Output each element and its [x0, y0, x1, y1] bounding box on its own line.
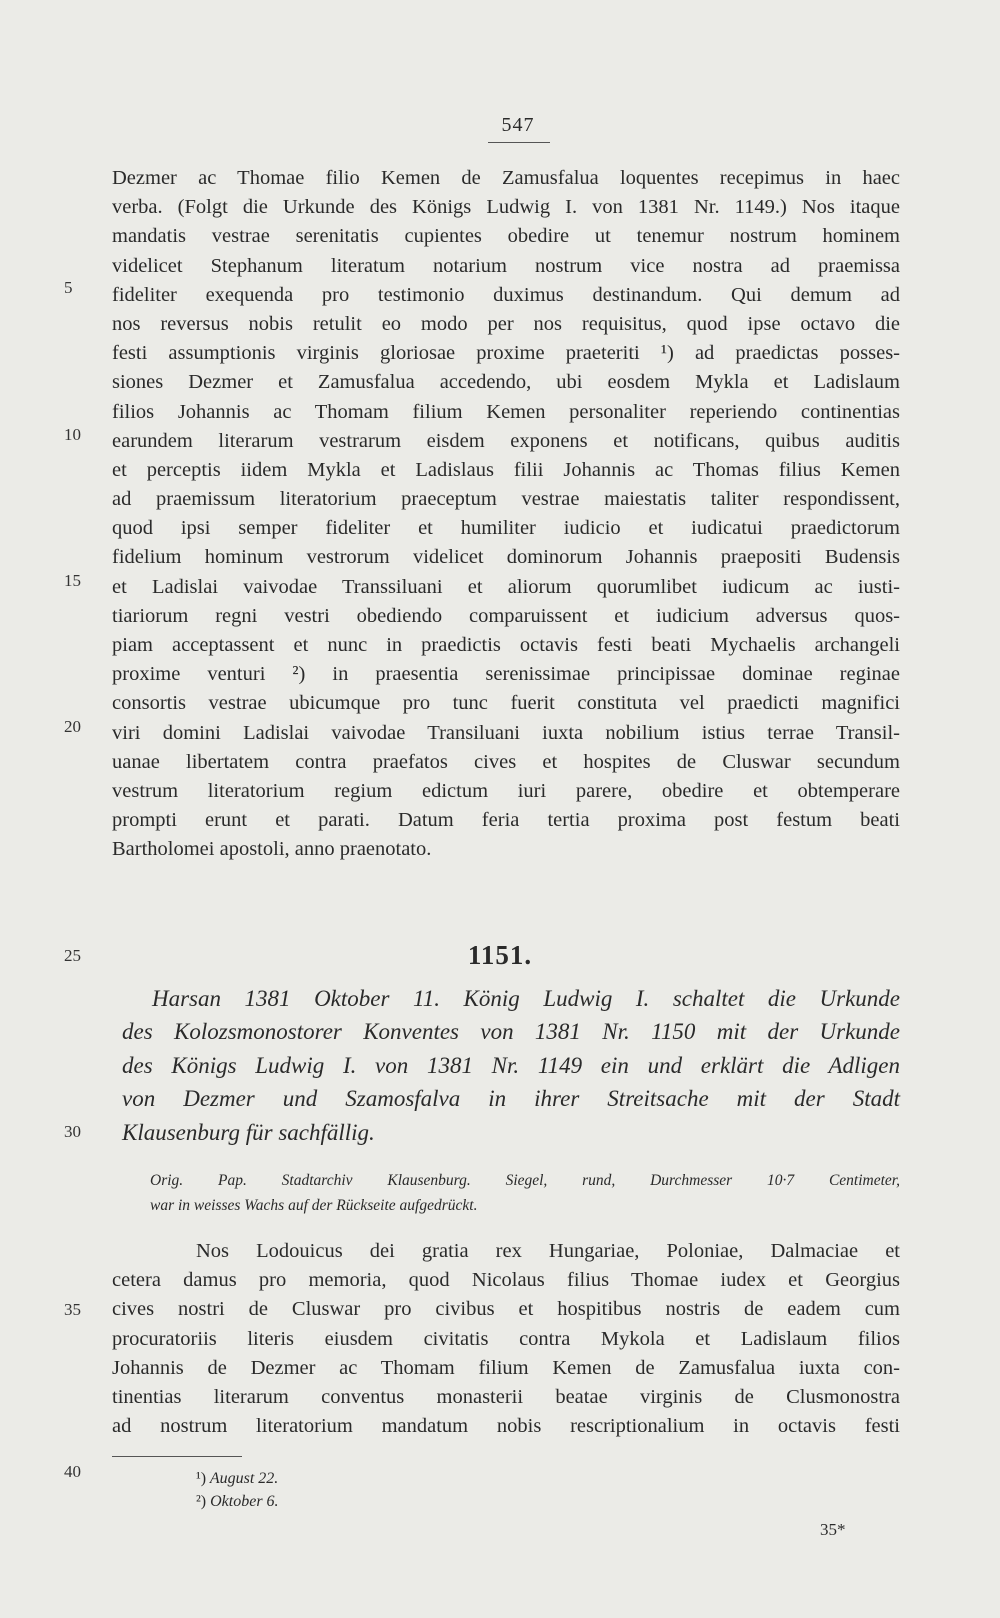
line-number: 40: [64, 1462, 81, 1481]
text-line: procuratoriis literis eiusdem civitatis contra Mykola et Ladislaum filios: [112, 1327, 900, 1350]
text-line: tinentias literarum conventus monasterii beatae virginis de Clusmonostra: [112, 1385, 900, 1408]
text-line: quod ipsi semper fideliter et humiliter iudicio et iudicatui praedictorum: [112, 517, 900, 540]
text-line: Nos Lodouicus dei gratia rex Hungariae, Poloniae, Dalmaciae et: [196, 1240, 900, 1262]
text-line: Bartholomei apostoli, anno praenotato.: [112, 838, 432, 861]
regest-line: Harsan 1381 Oktober 11. König Ludwig I. schaltet die Urkunde: [152, 986, 900, 1011]
text-line: proxime venturi ²) in praesentia serenissimae principissae dominae reginae: [112, 663, 900, 686]
charter-text: [112, 1237, 900, 1441]
text-line: et Ladislai vaivodae Transsiluani et aliorum quorumlibet iudicum ac iusti-: [112, 575, 900, 598]
footnote: [196, 1470, 278, 1488]
footnote-text: August 22.: [209, 1470, 279, 1487]
text-line: nos reversus nobis retulit eo modo per nos requisitus, quod ipse octavo die: [112, 312, 900, 335]
text-line: Johannis de Dezmer ac Thomam filium Kemen de Zamusfalua iuxta con-: [112, 1356, 900, 1379]
text-line: filios Johannis ac Thomam filium Kemen personaliter reperiendo continentias: [112, 400, 900, 423]
source-line: war in weisses Wachs auf der Rückseite aufgedrückt.: [150, 1197, 478, 1214]
text-line: verba. (Folgt die Urkunde des Königs Ludwig I. von 1381 Nr. 1149.) Nos itaque: [112, 196, 900, 219]
text-line: cetera damus pro memoria, quod Nicolaus filius Thomae iudex et Georgius: [112, 1269, 900, 1292]
regest-line: des Königs Ludwig I. von 1381 Nr. 1149 ein und erklärt die Adligen: [122, 1052, 900, 1078]
text-line: ad nostrum literatorium mandatum nobis rescriptionalium in octavis festi: [112, 1415, 900, 1438]
body-text: [112, 164, 900, 865]
text-line: earundem literarum vestrarum eisdem exponens et notificans, quibus auditis: [112, 429, 900, 452]
text-line: mandatis vestrae serenitatis cupientes obedire ut tenemur nostrum hominem: [112, 225, 900, 248]
source-line: Orig. Pap. Stadtarchiv Klausenburg. Siegel, rund, Durchmesser 10·7 Centimeter,: [150, 1172, 900, 1189]
text-line: et perceptis iidem Mykla et Ladislaus filii Johannis ac Thomas filius Kemen: [112, 458, 900, 481]
text-line: siones Dezmer et Zamusfalua accedendo, ubi eosdem Mykla et Ladislaum: [112, 371, 900, 394]
text-line: videlicet Stephanum literatum notarium nostrum vice nostra ad praemissa: [112, 254, 900, 277]
regest-summary: [122, 982, 900, 1149]
line-number: 25: [64, 946, 81, 965]
text-line: vestrum literatorium regium edictum iuri parere, obedire et obtemperare: [112, 779, 900, 802]
footnote-rule: [112, 1456, 242, 1457]
line-number: 5: [64, 278, 73, 297]
text-line: tiariorum regni vestri obediendo comparuissent et iudicium adversus quos-: [112, 604, 900, 627]
text-line: consortis vestrae ubicumque pro tunc fuerit constituta vel praedicti magnifici: [112, 692, 900, 715]
regest-line: von Dezmer und Szamosfalva in ihrer Streitsache mit der Stadt: [122, 1086, 900, 1112]
regest-line: des Kolozsmonostorer Konventes von 1381 Nr. 1150 mit der Urkunde: [122, 1019, 900, 1045]
source-note: [150, 1168, 900, 1218]
line-number: 35: [64, 1300, 81, 1319]
document-number-heading: 1151.: [467, 940, 533, 970]
line-number: 30: [64, 1122, 81, 1141]
line-number: 10: [64, 425, 81, 444]
text-line: fidelium hominum vestrorum videlicet dominorum Johannis praepositi Budensis: [112, 546, 900, 569]
text-line: uanae libertatem contra praefatos cives et hospites de Cluswar secundum: [112, 750, 900, 773]
regest-line: Klausenburg für sachfällig.: [122, 1119, 375, 1145]
page-number-rule: [488, 142, 550, 143]
text-line: ad praemissum literatorium praeceptum vestrae maiestatis taliter respondissent,: [112, 488, 900, 511]
signature-mark: 35*: [820, 1520, 846, 1539]
text-line: viri domini Ladislai vaivodae Transiluani iuxta nobilium istius terrae Transil-: [112, 721, 900, 744]
text-line: fideliter exequenda pro testimonio duximus destinandum. Qui demum ad: [112, 283, 900, 306]
line-number: 15: [64, 571, 81, 590]
line-number: 20: [64, 717, 81, 736]
footnote-text: Oktober 6.: [210, 1493, 279, 1510]
text-line: cives nostri de Cluswar pro civibus et hospitibus nostris de eadem cum: [112, 1298, 900, 1321]
footnote-mark: ²): [196, 1493, 207, 1510]
text-line: prompti erunt et parati. Datum feria tertia proxima post festum beati: [112, 809, 900, 832]
footnote-mark: ¹): [196, 1470, 207, 1487]
footnote: [196, 1493, 279, 1511]
text-line: piam acceptassent et nunc in praedictis octavis festi beati Mychaelis archangeli: [112, 634, 900, 656]
text-line: Dezmer ac Thomae filio Kemen de Zamusfalua loquentes recepimus in haec: [112, 167, 900, 189]
text-line: festi assumptionis virginis gloriosae proxime praeteriti ¹) ad praedictas posses-: [112, 342, 900, 365]
page-number: 547: [501, 114, 535, 136]
